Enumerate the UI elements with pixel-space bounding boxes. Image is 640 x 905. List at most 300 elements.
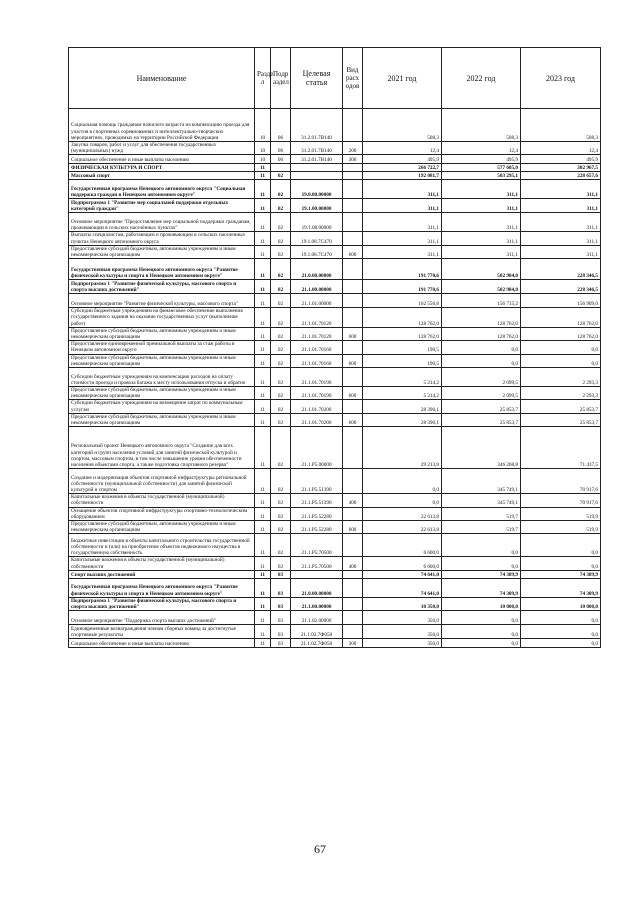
- header-2022: 2022 год: [442, 48, 521, 109]
- row-value-2021: 128 762,0: [363, 308, 442, 328]
- budget-table: [68, 47, 601, 648]
- table-row: [69, 494, 601, 507]
- row-subsection: 02: [271, 180, 291, 199]
- row-section: 10: [255, 142, 271, 155]
- row-subsection: 02: [271, 494, 291, 507]
- table-row: [69, 578, 601, 597]
- row-value-2021: 6 600,0: [363, 534, 442, 557]
- row-subsection: 02: [271, 199, 291, 213]
- table-row: [69, 245, 601, 258]
- row-expense-type: [343, 294, 363, 308]
- row-expense-type: 400: [343, 494, 363, 507]
- row-value-2023: 311,1: [521, 180, 601, 199]
- row-value-2022: 2 099,5: [442, 387, 521, 400]
- row-value-2023: 311,1: [521, 199, 601, 213]
- row-subsection: 06: [271, 155, 291, 164]
- row-target-article: 21.1.01.70120: [291, 308, 343, 328]
- row-name: Предоставление субсидий бюджетным, автономным учреждениям и иным некоммерческим организациям: [69, 354, 255, 367]
- row-value-2021: 22 613,8: [363, 507, 442, 520]
- row-target-article: 21.0.00.00000: [291, 578, 343, 597]
- row-value-2022: 2 099,5: [442, 368, 521, 387]
- row-section: 11: [255, 578, 271, 597]
- table-row: [69, 639, 601, 648]
- row-value-2021: 192 081,7: [363, 172, 442, 180]
- row-name: Подпрограмма 1 "Развитие мер социальной поддержки отдельных категорий граждан": [69, 199, 255, 213]
- row-value-2022: 495,9: [442, 155, 521, 164]
- row-value-2023: 2 293,3: [521, 387, 601, 400]
- row-target-article: 21.1.01.70190: [291, 387, 343, 400]
- row-value-2021: 191 770,6: [363, 259, 442, 280]
- row-value-2022: 0,0: [442, 354, 521, 367]
- row-section: 11: [255, 387, 271, 400]
- row-value-2022: 346 268,8: [442, 427, 521, 469]
- row-value-2023: 0,0: [521, 639, 601, 648]
- row-expense-type: 300: [343, 639, 363, 648]
- row-section: 11: [255, 341, 271, 354]
- row-value-2021: 0,0: [363, 469, 442, 494]
- table-row: [69, 387, 601, 400]
- row-value-2022: 577 605,0: [442, 164, 521, 172]
- row-value-2023: 70 917,6: [521, 469, 601, 494]
- row-value-2023: 0,0: [521, 557, 601, 570]
- row-value-2022: 345 749,1: [442, 494, 521, 507]
- row-value-2023: 25 853,7: [521, 400, 601, 413]
- row-value-2022: 503 295,1: [442, 172, 521, 180]
- row-target-article: 21.1.01.70190: [291, 368, 343, 387]
- table-row: [69, 354, 601, 367]
- table-row: [69, 259, 601, 280]
- row-section: 11: [255, 597, 271, 610]
- row-section: 11: [255, 327, 271, 340]
- header-section: Разде л: [255, 48, 271, 109]
- budget-table-sheet: [68, 47, 600, 648]
- row-name: Государственная программа Ненецкого автономного округа "Социальная поддержка граждан в Ненецком автономном округе": [69, 180, 255, 199]
- row-value-2021: 266 722,7: [363, 164, 442, 172]
- row-name: Основное мероприятие "Поддержка спорта высших достижений": [69, 611, 255, 625]
- row-section: 11: [255, 557, 271, 570]
- row-value-2023: 156 909,0: [521, 294, 601, 308]
- row-subsection: 02: [271, 341, 291, 354]
- row-target-article: 19.0.00.00000: [291, 180, 343, 199]
- row-target-article: [291, 164, 343, 172]
- row-value-2023: 70 917,6: [521, 494, 601, 507]
- row-name: Единовременные вознаграждения членам сборных команд за достигнутые спортивные результаты: [69, 625, 255, 639]
- row-value-2023: 519,9: [521, 507, 601, 520]
- row-section: 11: [255, 639, 271, 648]
- row-target-article: 21.1.00.00000: [291, 280, 343, 294]
- row-expense-type: [343, 180, 363, 199]
- table-row: [69, 570, 601, 578]
- row-value-2022: 0,0: [442, 611, 521, 625]
- row-name: Предоставление субсидий бюджетным, автономным учреждениям и иным некоммерческим организациям: [69, 521, 255, 534]
- row-value-2023: 0,0: [521, 354, 601, 367]
- row-section: 11: [255, 625, 271, 639]
- row-expense-type: [343, 213, 363, 232]
- row-value-2021: 350,0: [363, 625, 442, 639]
- row-name: Предоставление единовременной премиальной выплаты за стаж работы в Ненецком автономном округе: [69, 341, 255, 354]
- row-expense-type: 300: [343, 155, 363, 164]
- row-name: Социальная помощь гражданам пожилого возраста на компенсацию проезда для участия в спортивных соревнованиях и интеллектуально-творческих мероприятиях, проводимых на территории Российской Федерации: [69, 109, 255, 142]
- row-value-2023: 10 000,0: [521, 597, 601, 610]
- row-target-article: 21.1.01.00000: [291, 294, 343, 308]
- table-row: [69, 164, 601, 172]
- header-2021: 2021 год: [363, 48, 442, 109]
- row-target-article: 21.1.Р5.51390: [291, 494, 343, 507]
- row-value-2022: 345 749,1: [442, 469, 521, 494]
- row-subsection: 02: [271, 232, 291, 245]
- row-name: Создание и модернизация объектов спортивной инфраструктуры региональной собственности (муниципальной собственности) для занятий физической культурой и спортом: [69, 469, 255, 494]
- row-name: Основное мероприятие "Развитие физической культуры, массового спорта": [69, 294, 255, 308]
- row-value-2023: 311,1: [521, 232, 601, 245]
- row-value-2023: 311,1: [521, 245, 601, 258]
- table-row: [69, 611, 601, 625]
- row-value-2023: 71 437,5: [521, 427, 601, 469]
- row-subsection: 02: [271, 400, 291, 413]
- row-value-2021: 495,9: [363, 155, 442, 164]
- row-name: Подпрограмма 1 "Развитие физической культуры, массового спорта и спорта высших достижений": [69, 597, 255, 610]
- row-section: 11: [255, 368, 271, 387]
- header-expense-type: Вид расх одов: [343, 48, 363, 109]
- row-value-2023: 508,3: [521, 109, 601, 142]
- table-row: [69, 327, 601, 340]
- row-value-2021: 74 641,0: [363, 570, 442, 578]
- row-target-article: 31.2.01.7В140: [291, 109, 343, 142]
- row-target-article: 19.1.08.7С470: [291, 232, 343, 245]
- row-name: Государственная программа Ненецкого автономного округа "Развитие физической культуры и спорта в Ненецком автономном округе": [69, 578, 255, 597]
- row-expense-type: 600: [343, 245, 363, 258]
- row-value-2021: 350,0: [363, 639, 442, 648]
- row-subsection: [271, 164, 291, 172]
- row-target-article: 21.1.Р5.51390: [291, 469, 343, 494]
- row-value-2022: 502 984,0: [442, 280, 521, 294]
- row-subsection: 06: [271, 109, 291, 142]
- row-name: Закупка товаров, работ и услуг для обеспечения государственных (муниципальных) нужд: [69, 142, 255, 155]
- row-subsection: 03: [271, 597, 291, 610]
- row-value-2023: 0,0: [521, 341, 601, 354]
- table-row: [69, 232, 601, 245]
- row-name: Государственная программа Ненецкого автономного округа "Развитие физической культуры и спорта в Ненецком автономном округе": [69, 259, 255, 280]
- row-name: Капитальные вложения в объекты государственной (муниципальной) собственности: [69, 494, 255, 507]
- row-value-2021: 350,0: [363, 611, 442, 625]
- row-name: Подпрограмма 1 "Развитие физической культуры, массового спорта и спорта высших достижений": [69, 280, 255, 294]
- row-subsection: 02: [271, 557, 291, 570]
- row-value-2022: 311,1: [442, 232, 521, 245]
- table-row: [69, 507, 601, 520]
- row-name: Предоставление субсидий бюджетным, автономным учреждениям и иным некоммерческим организациям: [69, 245, 255, 258]
- row-value-2021: 311,1: [363, 232, 442, 245]
- row-target-article: 21.1.01.70200: [291, 413, 343, 426]
- row-expense-type: [343, 341, 363, 354]
- row-section: 11: [255, 494, 271, 507]
- row-section: 11: [255, 180, 271, 199]
- row-value-2021: 311,1: [363, 180, 442, 199]
- row-value-2021: 28 390,1: [363, 413, 442, 426]
- row-value-2021: 311,1: [363, 245, 442, 258]
- row-expense-type: 400: [343, 557, 363, 570]
- header-subsection: Подр аздел: [271, 48, 291, 109]
- row-value-2023: 74 309,9: [521, 578, 601, 597]
- row-value-2022: 25 853,7: [442, 413, 521, 426]
- row-value-2022: 519,7: [442, 521, 521, 534]
- row-target-article: 19.1.08.7С470: [291, 245, 343, 258]
- table-row: [69, 341, 601, 354]
- row-value-2023: 519,9: [521, 521, 601, 534]
- row-target-article: 21.1.Р5.70500: [291, 557, 343, 570]
- row-subsection: 03: [271, 639, 291, 648]
- row-target-article: 21.1.02.7Ф050: [291, 639, 343, 648]
- row-subsection: 02: [271, 534, 291, 557]
- row-value-2021: 10 350,0: [363, 597, 442, 610]
- row-section: 11: [255, 427, 271, 469]
- table-row: [69, 368, 601, 387]
- row-value-2021: 311,1: [363, 213, 442, 232]
- row-expense-type: [343, 597, 363, 610]
- row-value-2022: 12,4: [442, 142, 521, 155]
- row-subsection: 02: [271, 354, 291, 367]
- row-value-2021: 128 762,0: [363, 327, 442, 340]
- row-section: 11: [255, 213, 271, 232]
- row-value-2021: 22 613,8: [363, 521, 442, 534]
- table-row: [69, 413, 601, 426]
- row-value-2021: 191 770,6: [363, 280, 442, 294]
- row-value-2021: 6 600,0: [363, 557, 442, 570]
- row-subsection: 02: [271, 413, 291, 426]
- row-value-2022: 311,1: [442, 245, 521, 258]
- row-value-2022: 74 309,9: [442, 570, 521, 578]
- row-value-2022: 311,1: [442, 199, 521, 213]
- page-number: 67: [314, 842, 326, 856]
- row-subsection: 02: [271, 427, 291, 469]
- row-subsection: 02: [271, 368, 291, 387]
- row-subsection: 03: [271, 611, 291, 625]
- table-row: [69, 400, 601, 413]
- row-value-2022: 508,3: [442, 109, 521, 142]
- row-section: 10: [255, 109, 271, 142]
- table-row: [69, 180, 601, 199]
- row-target-article: 21.1.01.70160: [291, 354, 343, 367]
- table-header-row: [69, 48, 601, 109]
- row-expense-type: 200: [343, 142, 363, 155]
- row-section: 11: [255, 308, 271, 328]
- row-target-article: 21.0.00.00000: [291, 259, 343, 280]
- header-target: Целевая статья: [291, 48, 343, 109]
- row-value-2023: 25 853,7: [521, 413, 601, 426]
- row-value-2023: 495,9: [521, 155, 601, 164]
- row-name: Оснащение объектов спортивной инфраструктуры спортивно-технологическим оборудованием: [69, 507, 255, 520]
- row-value-2023: 228 346,5: [521, 259, 601, 280]
- row-expense-type: [343, 570, 363, 578]
- row-subsection: 02: [271, 213, 291, 232]
- table-row: [69, 625, 601, 639]
- row-target-article: 21.1.Р5.52280: [291, 521, 343, 534]
- row-expense-type: [343, 164, 363, 172]
- row-value-2021: 29 213,8: [363, 427, 442, 469]
- row-name: Субсидии бюджетным учреждениям на возмещение затрат по коммунальным услугам: [69, 400, 255, 413]
- row-name: Капитальные вложения в объекты государственной (муниципальной) собственности: [69, 557, 255, 570]
- table-row: [69, 155, 601, 164]
- row-value-2021: 12,4: [363, 142, 442, 155]
- row-value-2021: 5 214,2: [363, 387, 442, 400]
- row-target-article: 31.2.01.7В140: [291, 142, 343, 155]
- row-expense-type: 600: [343, 327, 363, 340]
- row-section: 11: [255, 611, 271, 625]
- table-row: [69, 109, 601, 142]
- row-subsection: 03: [271, 625, 291, 639]
- row-section: 11: [255, 400, 271, 413]
- row-expense-type: 600: [343, 413, 363, 426]
- row-expense-type: [343, 469, 363, 494]
- row-target-article: 21.1.01.70160: [291, 341, 343, 354]
- row-value-2021: 311,1: [363, 199, 442, 213]
- row-target-article: 31.2.01.7В140: [291, 155, 343, 164]
- row-value-2023: 228 346,5: [521, 280, 601, 294]
- row-subsection: 02: [271, 521, 291, 534]
- table-row: [69, 280, 601, 294]
- row-value-2023: 128 762,0: [521, 308, 601, 328]
- row-expense-type: 600: [343, 354, 363, 367]
- row-value-2022: 156 715,2: [442, 294, 521, 308]
- row-expense-type: [343, 534, 363, 557]
- row-expense-type: [343, 578, 363, 597]
- row-value-2023: 74 309,9: [521, 570, 601, 578]
- row-name: Региональный проект Ненецкого автономного округа "Создание для всех категорий и групп населения условий для занятий физической культурой и спортом, массовым спортом, в том числе повышение уровня обеспеченности населения объектами спорта, а также подготовка спортивного резерва": [69, 427, 255, 469]
- row-value-2023: 228 657,6: [521, 172, 601, 180]
- row-value-2021: 0,0: [363, 494, 442, 507]
- row-expense-type: [343, 611, 363, 625]
- row-expense-type: 600: [343, 521, 363, 534]
- row-section: 11: [255, 280, 271, 294]
- row-name: Основное мероприятие "Предоставление мер социальной поддержки гражданам, проживающим в сельских населённых пунктах": [69, 213, 255, 232]
- row-value-2022: 519,7: [442, 507, 521, 520]
- row-value-2022: 0,0: [442, 639, 521, 648]
- row-value-2021: 28 390,1: [363, 400, 442, 413]
- row-value-2023: 2 293,3: [521, 368, 601, 387]
- row-expense-type: [343, 400, 363, 413]
- row-name: Социальное обеспечение и иные выплаты населению: [69, 639, 255, 648]
- row-expense-type: [343, 507, 363, 520]
- row-section: 11: [255, 172, 271, 180]
- row-name: Предоставление субсидий бюджетным, автономным учреждениям и иным некоммерческим организациям: [69, 387, 255, 400]
- row-subsection: 02: [271, 172, 291, 180]
- row-expense-type: [343, 259, 363, 280]
- row-target-article: [291, 172, 343, 180]
- row-section: 11: [255, 259, 271, 280]
- row-section: 10: [255, 155, 271, 164]
- table-row: [69, 172, 601, 180]
- row-section: 11: [255, 245, 271, 258]
- table-row: [69, 294, 601, 308]
- row-subsection: 02: [271, 259, 291, 280]
- row-subsection: 06: [271, 142, 291, 155]
- table-row: [69, 213, 601, 232]
- row-target-article: 21.1.02.7Ф050: [291, 625, 343, 639]
- row-value-2022: 128 762,0: [442, 308, 521, 328]
- table-row: [69, 557, 601, 570]
- row-section: 11: [255, 413, 271, 426]
- row-subsection: 02: [271, 387, 291, 400]
- row-name: Предоставление субсидий бюджетным, автономным учреждениям и иным некоммерческим организациям: [69, 413, 255, 426]
- table-row: [69, 469, 601, 494]
- row-value-2022: 0,0: [442, 341, 521, 354]
- row-subsection: 02: [271, 507, 291, 520]
- table-row: [69, 427, 601, 469]
- row-target-article: 21.1.00.00000: [291, 597, 343, 610]
- row-section: 11: [255, 570, 271, 578]
- row-value-2023: 0,0: [521, 611, 601, 625]
- row-section: 11: [255, 534, 271, 557]
- row-name: Спорт высших достижений: [69, 570, 255, 578]
- row-value-2022: 25 853,7: [442, 400, 521, 413]
- row-value-2023: 128 762,0: [521, 327, 601, 340]
- row-expense-type: [343, 109, 363, 142]
- table-row: [69, 597, 601, 610]
- row-section: 11: [255, 294, 271, 308]
- row-value-2022: 311,1: [442, 180, 521, 199]
- row-expense-type: [343, 368, 363, 387]
- row-value-2021: 162 556,8: [363, 294, 442, 308]
- row-expense-type: [343, 427, 363, 469]
- row-value-2022: 10 000,0: [442, 597, 521, 610]
- row-subsection: 02: [271, 308, 291, 328]
- row-expense-type: [343, 625, 363, 639]
- table-body: [69, 109, 601, 648]
- row-value-2021: 74 641,0: [363, 578, 442, 597]
- row-value-2022: 311,1: [442, 213, 521, 232]
- row-name: Выплаты специалистам, работающим и проживающим в сельских населенных пунктах Ненецкого автономного округа: [69, 232, 255, 245]
- row-expense-type: [343, 308, 363, 328]
- table-row: [69, 199, 601, 213]
- row-subsection: 02: [271, 280, 291, 294]
- row-expense-type: 600: [343, 387, 363, 400]
- row-target-article: 21.1.02.00000: [291, 611, 343, 625]
- row-value-2021: 190,5: [363, 341, 442, 354]
- row-target-article: 21.1.Р5.00000: [291, 427, 343, 469]
- row-section: 11: [255, 469, 271, 494]
- row-section: 11: [255, 354, 271, 367]
- row-value-2023: 0,0: [521, 534, 601, 557]
- row-value-2022: 74 309,9: [442, 578, 521, 597]
- row-subsection: 02: [271, 245, 291, 258]
- row-expense-type: [343, 172, 363, 180]
- row-target-article: 21.1.Р5.70500: [291, 534, 343, 557]
- row-expense-type: [343, 280, 363, 294]
- row-value-2021: 5 214,2: [363, 368, 442, 387]
- table-row: [69, 308, 601, 328]
- row-value-2023: 311,1: [521, 213, 601, 232]
- row-value-2021: 190,5: [363, 354, 442, 367]
- row-expense-type: [343, 199, 363, 213]
- row-section: 11: [255, 164, 271, 172]
- row-value-2023: 0,0: [521, 625, 601, 639]
- row-name: Бюджетные инвестиции в объекты капитального строительства государственной собственности и (или) на приобретение объектов недвижимого имущества в государственную собственность: [69, 534, 255, 557]
- row-section: 11: [255, 199, 271, 213]
- table-row: [69, 142, 601, 155]
- row-value-2022: 0,0: [442, 534, 521, 557]
- row-value-2023: 302 967,5: [521, 164, 601, 172]
- row-target-article: 21.1.Р5.52280: [291, 507, 343, 520]
- row-subsection: 02: [271, 327, 291, 340]
- row-section: 11: [255, 507, 271, 520]
- row-name: Предоставление субсидий бюджетным, автономным учреждениям и иным некоммерческим организациям: [69, 327, 255, 340]
- row-name: Субсидии бюджетным учреждениям на финансовое обеспечение выполнения государственного задания на оказание государственных услуг (выполнение работ): [69, 308, 255, 328]
- row-subsection: 02: [271, 469, 291, 494]
- row-value-2022: 128 762,0: [442, 327, 521, 340]
- row-target-article: [291, 570, 343, 578]
- row-value-2021: 508,3: [363, 109, 442, 142]
- row-target-article: 19.1.00.00000: [291, 199, 343, 213]
- row-name: Массовый спорт: [69, 172, 255, 180]
- row-name: Субсидии бюджетным учреждениям на компенсацию расходов на оплату стоимости проезда и провоза багажа к месту использования отпуска и обратно: [69, 368, 255, 387]
